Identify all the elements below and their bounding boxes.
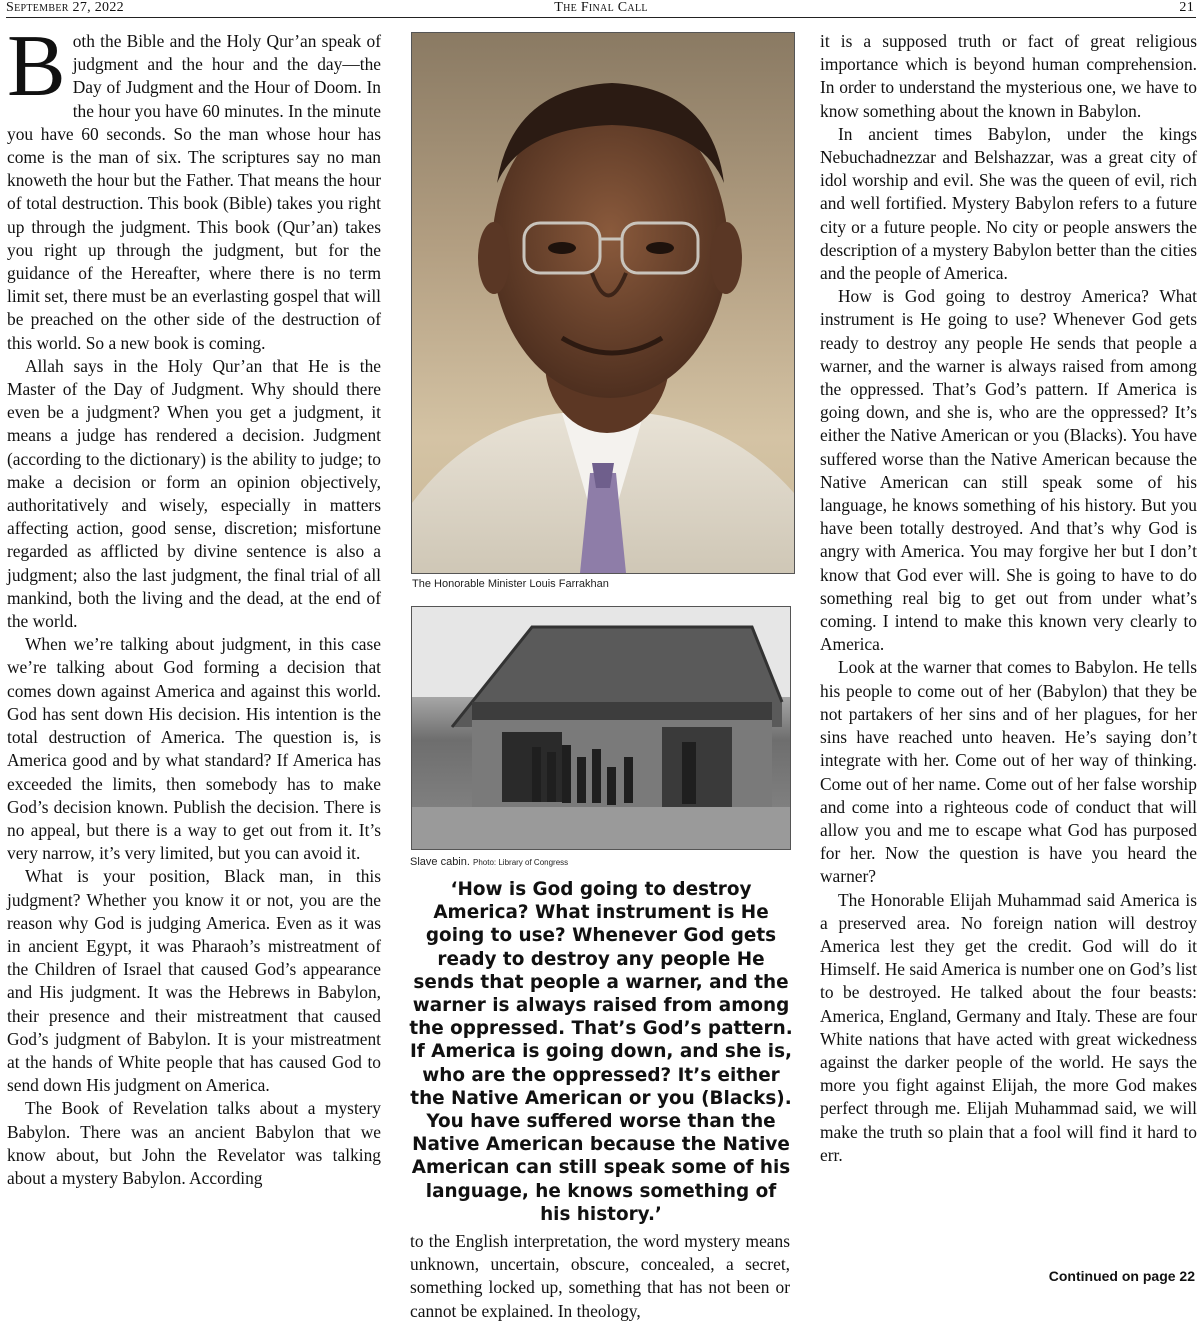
right-paragraph-3: How is God going to destroy America? What instrument is He going to use? Whenever God gets ready to destroy any people He sends that people a warner, and the warner is always raised from among the oppressed. That’s God’s pattern. If America is going down, and she is, who are the oppressed? It’s either the Native American or you (Blacks). You have suffered worse than the Native American because the Native American can still speak some of his language, he knows something of his history. But you have been totally destroyed. And that’s why God is angry with America. You may forgive her but I don’t know that God ever will. She is going to have to do something real big to get out from under what’s coming. I intend to make this known very clearly to America. — [820, 286, 1197, 655]
slave-cabin-photo — [411, 606, 791, 850]
publication-name: The Final Call — [554, 0, 648, 15]
photo-credit: Photo: Library of Congress — [473, 858, 569, 867]
page-header — [6, 0, 1196, 18]
pull-quote: ‘How is God going to destroy America? What instrument is He going to use? Whenever God gets ready to destroy any people He sends that people a warner, and the warner is always raised from among the oppressed. That’s God’s pattern. If America is going down, and she is, who are the oppressed? It’s either the Native American or you (Blacks). You have suffered worse than the Native American because the Native American can still speak some of his language, he knows something of his history.’ — [409, 879, 793, 1225]
page-number: 21 — [1179, 0, 1194, 15]
middle-paragraph: to the English interpretation, the word mystery means unknown, uncertain, obscure, concealed, a secret, something locked up, something that has not been or cannot be explained. In theology, — [410, 1231, 790, 1321]
portrait-caption: The Honorable Minister Louis Farrakhan — [412, 578, 609, 590]
right-column — [820, 30, 1197, 1167]
right-paragraph-4: Look at the warner that comes to Babylon. He tells his people to come out of her (Babylon) that they be not partakers of her sins and of her plagues, for her sins have reached unto heaven. He’s saying don’t integrate with her. Come out of her way of thinking. Come out of her name. Come out of her false worship and come into a righteous code of conduct that will allow you and me to escape what God has purposed for her. Now the question is have you heard the warner? — [820, 657, 1197, 887]
right-paragraph-2: In ancient times Babylon, under the kings Nebuchadnezzar and Belshazzar, was a great city of idol worship and evil. She was the queen of evil, rich and well fortified. Mystery Babylon refers to a future city or a future people. No city or people answers the description of a mystery Babylon better than the cities and the people of America. — [820, 123, 1197, 284]
paragraph-1: Both the Bible and the Holy Qur’an speak of judgment and the hour and the day—the Day of Judgment and the Hour of Doom. In the hour you have 60 minutes. In the minute you have 60 seconds. So the man whose hour has come is the man of six. The scriptures say no man knoweth the hour but the Father. That means the hour of total destruction. This book (Bible) takes you right up through the judgment. This book (Qur’an) takes you right up through the judgment, but for the guidance of the Hereafter, where there is no term limit set, there must be an everlasting gospel that will be preached on the other side of the destruction of this world. So a new book is coming. — [7, 18, 381, 353]
paragraph-4: What is your position, Black man, in this judgment? Whether you know it or not, you are the reason why God is judging America. Even as it was in ancient Egypt, it was Pharaoh’s mistreatment of the Children of Israel that caused God’s appearance and His judgment. It was the Hebrews in Babylon, their presence and their mistreatment that caused God’s judgment of Babylon. It is your mistreatment at the hands of White people that has caused God to send down His judgment on America. — [7, 866, 381, 1096]
paragraph-5: The Book of Revelation talks about a mystery Babylon. There was an ancient Babylon that we know about, but John the Revelator was talking about a mystery Babylon. According — [7, 1098, 381, 1188]
paragraph-2: Allah says in the Holy Qur’an that He is the Master of the Day of Judgment. Why should there even be a judgment? When you get a judgment, it means a judge has rendered a decision. Judgment (according to the dictionary) is the ability to judge; to make a decision or form an opinion objectively, authoritatively and wisely, especially in matters affecting action, good sense, discretion; misfortune regarded as afflicted by divine sentence is also a judgment; also the last judgment, the final trial of all mankind, both the living and the dead, at the end of the world. — [7, 355, 381, 632]
continued-link[interactable]: Continued on page 22 — [1048, 1268, 1195, 1284]
middle-column-text — [410, 1230, 790, 1323]
cabin-caption: Slave cabin. Photo: Library of Congress — [410, 856, 569, 868]
portrait-photo — [411, 32, 795, 574]
left-column — [7, 18, 381, 1190]
portrait-illustration — [412, 33, 794, 573]
drop-cap: B — [7, 18, 66, 115]
right-paragraph-5: The Honorable Elijah Muhammad said America is a preserved area. No foreign nation will destroy America lest they get the credit. God will do it Himself. He said America is number one on God’s list to be destroyed. He talked about the four beasts: America, England, Germany and Italy. These are four White nations that have acted with great wickedness against the darker people of the world. He says the more you fight against Elijah, the more God makes perfect through me. Elijah Muhammad said, we will make the truth so plain that a fool will find it hard to err. — [820, 889, 1197, 1165]
issue-date: September 27, 2022 — [6, 0, 124, 15]
cabin-illustration — [412, 607, 790, 849]
paragraph-3: When we’re talking about judgment, in this case we’re talking about God forming a decision that comes down against America and against this world. God has sent down His decision. His intention is the total destruction of America. The question is, is America good and by what standard? If America has exceeded the limits, then somebody has to make God’s decision known. Publish the decision. There is no appeal, but there is a way to get out from it. It’s very narrow, it’s very limited, but you can avoid it. — [7, 634, 381, 864]
right-paragraph-1: it is a supposed truth or fact of great religious importance which is beyond human comprehension. In order to understand the mysterious one, we have to know something about the known in Babylon. — [820, 31, 1197, 121]
